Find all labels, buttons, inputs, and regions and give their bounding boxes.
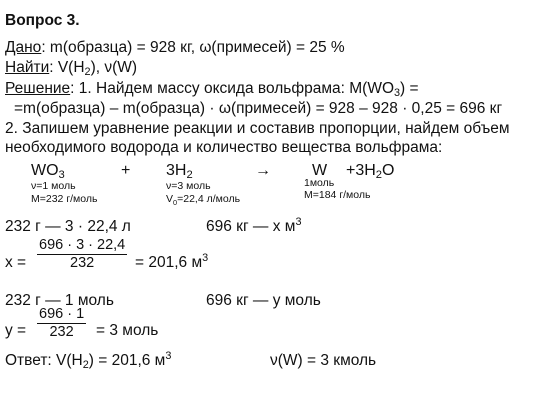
calc-1-fraction: [37, 237, 127, 272]
h2o-end: O: [382, 162, 395, 179]
wo3-molar-mass: M=232 г/моль: [31, 193, 98, 205]
calc-2-denominator: 232: [49, 324, 74, 340]
h2o-text: +3H: [346, 162, 376, 179]
calc-2-rhs: = 3 моль: [96, 322, 159, 339]
solution-line1-end: ) =: [400, 80, 419, 97]
proportion-2-left: 232 г — 1 моль: [5, 292, 114, 309]
prop1-right-sup: 3: [295, 216, 302, 228]
solution-line-3: 2. Запишем уравнение реакции и составив пропорции, найдем объем: [5, 120, 510, 137]
solution-line1-sub: 3: [394, 87, 401, 99]
given-label: Дано: [5, 39, 42, 56]
answer-sub: 2: [82, 359, 89, 371]
wo3-amount: ν=1 моль: [31, 180, 76, 192]
solution-label: Решение: [5, 80, 71, 97]
find-text-a: : V(H: [49, 59, 85, 76]
given-text: : m(образца) = 928 кг, ω(примесей) = 25 %: [41, 39, 345, 56]
calc-1-lhs: x =: [5, 254, 27, 271]
reaction-w: W: [312, 162, 328, 179]
h2-amount: ν=3 моль: [166, 180, 211, 192]
w-molar-mass: M=184 г/моль: [304, 189, 371, 201]
wo3-sub: 3: [58, 169, 65, 181]
solution-line1-text: : 1. Найдем массу оксида вольфрама: M(WO: [70, 80, 395, 97]
solution-line-2: =m(образца) – m(образца) · ω(примесей) = 928 – 928 · 0,25 = 696 кг: [14, 100, 503, 117]
h2-text: 3H: [166, 162, 187, 179]
wo3-text: WO: [31, 162, 59, 179]
reaction-wo3: [31, 162, 65, 180]
answer-text-a: Ответ: V(H: [5, 352, 83, 369]
solution-line-1: [5, 80, 419, 98]
answer-volume: [5, 352, 171, 370]
reaction-h2: [166, 162, 193, 180]
calc-1-numerator: 696 · 3 · 22,4: [39, 237, 126, 253]
reaction-plus: +: [121, 162, 131, 179]
calc1-rhs-sup: 3: [202, 252, 209, 264]
calc1-rhs-text: = 201,6 м: [135, 254, 203, 271]
prop1-right-text: 696 кг — x м: [206, 218, 296, 235]
calc-1-rhs: [135, 254, 208, 272]
calc-2-numerator: 696 · 1: [39, 306, 85, 322]
h2-sub: 2: [186, 169, 193, 181]
find-text-b: ), ν(W): [90, 59, 138, 76]
h2-v-sub: 0: [173, 198, 178, 207]
find-line: [5, 59, 137, 77]
solution-line-4: необходимого водорода и количество вещества вольфрама:: [5, 139, 443, 156]
h2o-sub: 2: [375, 169, 383, 181]
calc-1-denominator: 232: [70, 255, 95, 271]
answer-text-b: ) = 201,6 м: [88, 352, 166, 369]
h2-v-value: =22,4 л/моль: [177, 193, 241, 205]
calc-2-fraction: [37, 306, 86, 341]
question-heading: Вопрос 3.: [5, 12, 80, 29]
w-amount: 1моль: [304, 177, 335, 189]
given-line: [5, 39, 345, 57]
proportion-1-right: [206, 218, 301, 236]
reaction-arrow: →: [255, 162, 271, 179]
find-subscript: 2: [84, 66, 91, 78]
reaction-h2o: [346, 162, 394, 180]
answer-amount: ν(W) = 3 кмоль: [270, 352, 377, 369]
calc-2-lhs: у =: [5, 322, 27, 339]
find-label: Найти: [5, 59, 50, 76]
h2-v-text: V: [166, 193, 174, 205]
h2-molar-volume: [166, 194, 240, 205]
proportion-2-right: 696 кг — у моль: [206, 292, 321, 309]
proportion-1-left: 232 г — 3 · 22,4 л: [5, 218, 131, 235]
answer-sup: 3: [165, 350, 172, 362]
